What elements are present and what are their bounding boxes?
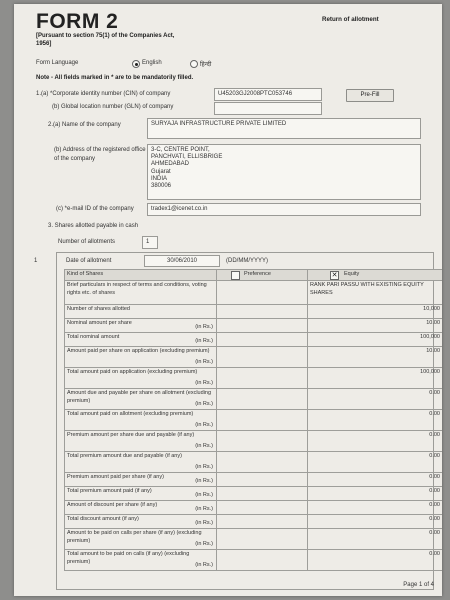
row-unit: (in Rs.) bbox=[195, 442, 213, 449]
table-row bbox=[65, 281, 443, 305]
table-row bbox=[65, 333, 443, 347]
english-radio-label: English bbox=[142, 60, 162, 66]
row-unit: (in Rs.) bbox=[195, 491, 213, 498]
row-label: Total amount paid on application (excluding premium) bbox=[67, 369, 198, 375]
equity-label: Equity bbox=[344, 271, 360, 277]
table-row bbox=[65, 319, 443, 333]
table-row bbox=[65, 529, 443, 550]
row-unit: (in Rs.) bbox=[195, 337, 213, 344]
table-row bbox=[65, 347, 443, 368]
row-value[interactable]: 100,000 bbox=[308, 333, 443, 347]
row-value[interactable]: 0.00 bbox=[308, 515, 443, 529]
form-page bbox=[14, 4, 442, 596]
allotment-date-field[interactable]: 30/06/2010 bbox=[144, 255, 220, 267]
form-title: FORM 2 bbox=[36, 10, 119, 33]
hindi-radio[interactable] bbox=[190, 60, 198, 68]
row-value[interactable]: 0.00 bbox=[308, 452, 443, 473]
gln-label: (b) Global location number (GLN) of company bbox=[52, 104, 174, 110]
row-value[interactable]: 0.00 bbox=[308, 487, 443, 501]
row-label: Total discount amount (if any) bbox=[67, 516, 139, 522]
row-label: Premium amount per share due and payable (if any) bbox=[67, 432, 195, 438]
preference-label: Preference bbox=[244, 271, 271, 277]
row-value[interactable]: 0.00 bbox=[308, 550, 443, 571]
address-label: (b) Address of the registered office of the company bbox=[54, 147, 146, 162]
page-number: Page 1 of 4 bbox=[403, 582, 434, 588]
row-value[interactable]: 10.00 bbox=[308, 347, 443, 368]
row-label: Amount paid per share on application (excluding premium) bbox=[67, 348, 210, 354]
row-label: Amount due and payable per share on allotment (excluding premium) bbox=[67, 390, 212, 404]
row-unit: (in Rs.) bbox=[195, 400, 213, 407]
shares-table bbox=[64, 269, 442, 571]
row-label: Brief particulars in respect of terms and conditions, voting rights etc. of shares bbox=[65, 281, 217, 305]
form-subtitle: [Pursuant to section 75(1) of the Companies Act, 1956] bbox=[36, 33, 175, 47]
row-value[interactable]: 0.00 bbox=[308, 529, 443, 550]
row-unit: (in Rs.) bbox=[195, 505, 213, 512]
row-unit: (in Rs.) bbox=[195, 477, 213, 484]
row-label: Amount of discount per share (if any) bbox=[67, 502, 158, 508]
row-label: Nominal amount per share bbox=[67, 320, 132, 326]
row-label: Amount to be paid on calls per share (if any) (excluding premium) bbox=[67, 530, 202, 544]
prefill-button[interactable]: Pre-Fill bbox=[346, 89, 394, 102]
table-row bbox=[65, 410, 443, 431]
email-label: (c) *e-mail ID of the company bbox=[56, 206, 134, 212]
row-unit: (in Rs.) bbox=[195, 540, 213, 547]
row-value[interactable]: 0.00 bbox=[308, 389, 443, 410]
form-language-label: Form Language bbox=[36, 60, 79, 66]
row-unit: (in Rs.) bbox=[195, 379, 213, 386]
row-value[interactable]: 100,000 bbox=[308, 368, 443, 389]
row-value[interactable]: 0.00 bbox=[308, 473, 443, 487]
row-label: Total premium amount paid (if any) bbox=[67, 488, 152, 494]
table-row bbox=[65, 368, 443, 389]
table-row bbox=[65, 305, 443, 319]
hindi-radio-label: हिन्दी bbox=[200, 62, 212, 68]
row-label: Total premium amount due and payable (if any) bbox=[67, 453, 182, 459]
table-row bbox=[65, 431, 443, 452]
address-field[interactable]: 3-C, CENTRE POINT, PANCHVATI, ELLISBRIGE AHMEDABAD Gujarat INDIA 380006 bbox=[147, 144, 421, 200]
allotments-field[interactable]: 1 bbox=[142, 236, 158, 249]
email-field[interactable]: tradex1@icenet.co.in bbox=[147, 203, 421, 216]
row-unit: (in Rs.) bbox=[195, 519, 213, 526]
english-radio[interactable] bbox=[132, 60, 140, 68]
kind-of-shares-row bbox=[65, 270, 443, 281]
table-row bbox=[65, 515, 443, 529]
company-name-field[interactable]: SURYAJA INFRASTRUCTURE PRIVATE LIMITED bbox=[147, 118, 421, 139]
shares-section-label: 3. Shares allotted payable in cash bbox=[48, 223, 139, 229]
table-row bbox=[65, 473, 443, 487]
row-label: Number of shares allotted bbox=[65, 305, 217, 319]
equity-checkbox[interactable]: ✕ bbox=[331, 272, 338, 279]
row-unit: (in Rs.) bbox=[195, 463, 213, 470]
row-value[interactable]: 0.00 bbox=[308, 410, 443, 431]
preference-checkbox[interactable] bbox=[231, 271, 240, 280]
row-label: Total amount to be paid on calls (if any) (excluding premium) bbox=[67, 551, 190, 565]
row-value[interactable]: 0.00 bbox=[308, 501, 443, 515]
cin-label: 1.(a) *Corporate identity number (CIN) of company bbox=[36, 91, 171, 97]
gln-field[interactable] bbox=[214, 102, 322, 115]
row-value[interactable]: 0.00 bbox=[308, 431, 443, 452]
row-value[interactable]: RANK PARI PASSU WITH EXISTING EQUITY SHARES bbox=[308, 281, 443, 305]
row-value[interactable]: 10.00 bbox=[308, 319, 443, 333]
allotment-date-label: Date of allotment bbox=[66, 258, 112, 264]
table-row bbox=[65, 501, 443, 515]
kind-of-shares-label: Kind of Shares bbox=[65, 270, 217, 281]
company-name-label: 2.(a) Name of the company bbox=[48, 122, 121, 128]
row-unit: (in Rs.) bbox=[195, 358, 213, 365]
allotment-index: 1 bbox=[34, 258, 38, 264]
table-row bbox=[65, 389, 443, 410]
row-unit: (in Rs.) bbox=[195, 323, 213, 330]
cin-field[interactable]: U45203GJ2008PTC053746 bbox=[214, 88, 322, 101]
date-format-hint: (DD/MM/YYYY) bbox=[226, 258, 268, 264]
allotments-label: Number of allotments bbox=[58, 239, 116, 245]
table-row bbox=[65, 487, 443, 501]
table-row bbox=[65, 550, 443, 571]
table-row bbox=[65, 452, 443, 473]
row-unit: (in Rs.) bbox=[195, 421, 213, 428]
mandatory-note: Note - All fields marked in * are to be mandatorily filled. bbox=[36, 75, 194, 81]
row-unit: (in Rs.) bbox=[195, 561, 213, 568]
row-label: Total amount paid on allotment (excluding premium) bbox=[67, 411, 194, 417]
row-value[interactable]: 10,000 bbox=[308, 305, 443, 319]
row-label: Premium amount paid per share (if any) bbox=[67, 474, 164, 480]
form-purpose: Return of allotment bbox=[322, 16, 379, 23]
row-label: Total nominal amount bbox=[67, 334, 120, 340]
